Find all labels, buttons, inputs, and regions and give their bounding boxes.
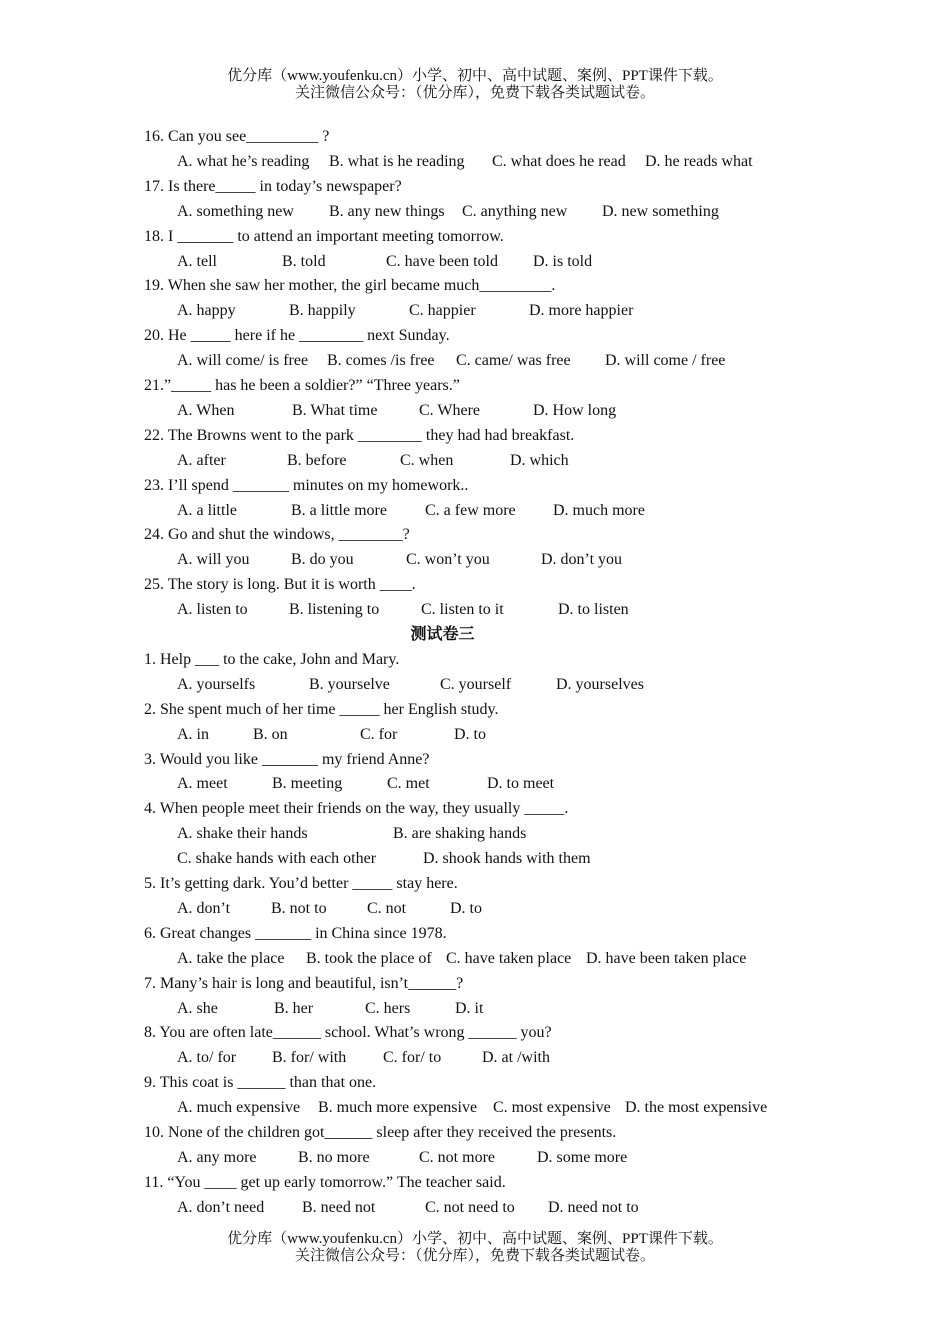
answer-option: A. don’t need [177, 1198, 265, 1216]
question-stem: 17. Is there_____ in today’s newspaper? [144, 177, 402, 195]
answer-option: A. will come/ is free [177, 352, 309, 370]
answer-option: B. What time [292, 401, 378, 419]
question-stem: 2. She spent much of her time _____ her English study. [144, 700, 499, 718]
answer-option: D. shook hands with them [423, 850, 591, 868]
answer-option: D. to listen [558, 601, 629, 619]
answer-option: B. her [274, 999, 314, 1017]
answer-option: A. meet [177, 775, 228, 793]
answer-option: B. are shaking hands [393, 825, 527, 843]
answer-option: D. is told [533, 252, 593, 270]
answer-option: B. happily [289, 302, 356, 320]
answer-option: B. on [253, 725, 288, 743]
answer-option: A. happy [177, 302, 236, 320]
answer-option: C. not more [419, 1148, 495, 1166]
question-stem: 21.”_____ has he been a soldier?” “Three years.” [144, 377, 460, 394]
footer-line-2: 关注微信公众号：（优分库），免费下载各类试题试卷。 [294, 1248, 655, 1264]
answer-option: A. in [177, 725, 209, 743]
question-stem: 16. Can you see_________ ? [144, 128, 330, 145]
answer-option: C. a few more [425, 501, 516, 519]
answer-option: B. yourselve [309, 675, 390, 693]
answer-option: D. which [510, 451, 569, 469]
page-footer [0, 1231, 950, 1265]
question-stem: 10. None of the children got______ sleep after they received the presents. [144, 1124, 617, 1141]
header-line-1: 优分库（www.youfenku.cn）小学、初中、高中试题、案例、PPT课件下载。 [227, 68, 723, 84]
answer-option: A. take the place [177, 949, 285, 967]
answer-option: B. told [282, 252, 326, 270]
answer-option: D. How long [533, 401, 617, 419]
answer-option: C. not need to [425, 1198, 515, 1216]
answer-option: D. much more [553, 501, 645, 519]
answer-option: C. Where [419, 401, 481, 419]
question-stem: 1. Help ___ to the cake, John and Mary. [144, 650, 400, 668]
question-stem: 8. You are often late______ school. What’s wrong ______ you? [144, 1024, 552, 1042]
question-stem: 6. Great changes _______ in China since 1978. [144, 924, 447, 942]
answer-option: B. any new things [329, 202, 445, 220]
section-title: 测试卷三 [410, 626, 475, 643]
answer-option: B. what is he reading [329, 152, 465, 170]
question-stem: 9. This coat is ______ than that one. [144, 1074, 377, 1092]
answer-option: C. have taken place [446, 949, 572, 967]
answer-option: A. after [177, 451, 226, 469]
question-stem: 19. When she saw her mother, the girl became much_________. [144, 277, 556, 295]
answer-option: C. yourself [440, 675, 512, 693]
answer-option: D. need not to [548, 1198, 639, 1216]
answer-option: C. for/ to [383, 1049, 442, 1067]
answer-option: B. need not [302, 1198, 376, 1216]
answer-option: B. a little more [291, 501, 387, 519]
answer-option: A. something new [177, 202, 294, 220]
answer-option: C. not [367, 899, 407, 917]
question-stem: 25. The story is long. But it is worth ____. [144, 576, 416, 594]
question-stem: 23. I’ll spend _______ minutes on my homework.. [144, 476, 469, 494]
answer-option: D. the most expensive [625, 1099, 768, 1117]
answer-option: D. he reads what [645, 152, 753, 170]
answer-option: A. will you [177, 551, 250, 569]
answer-option: C. came/ was free [456, 352, 571, 370]
answer-option: C. met [387, 775, 430, 793]
answer-option: A. don’t [177, 899, 231, 917]
question-stem: 24. Go and shut the windows, ________? [144, 526, 410, 544]
question-stem: 5. It’s getting dark. You’d better _____ stay here. [144, 875, 458, 892]
answer-option: C. have been told [386, 252, 498, 270]
answer-option: B. listening to [289, 601, 380, 619]
answer-option: D. to meet [487, 775, 555, 793]
answer-option: D. some more [537, 1148, 628, 1166]
question-stem: 7. Many’s hair is long and beautiful, isn’t______? [144, 974, 464, 992]
answer-option: C. hers [365, 999, 411, 1017]
answer-option: B. do you [291, 551, 354, 569]
answer-option: B. for/ with [272, 1049, 347, 1067]
answer-option: B. meeting [272, 775, 343, 793]
answer-option: B. no more [298, 1148, 370, 1166]
answer-option: D. it [455, 999, 484, 1017]
answer-option: A. a little [177, 501, 237, 519]
answer-option: A. she [177, 999, 218, 1017]
answer-option: D. more happier [529, 302, 634, 320]
answer-option: C. shake hands with each other [177, 850, 377, 868]
question-stem: 11. “You ____ get up early tomorrow.” The teacher said. [144, 1173, 506, 1191]
answer-option: A. shake their hands [177, 825, 308, 843]
answer-option: A. listen to [177, 601, 248, 619]
question-stem: 3. Would you like _______ my friend Anne? [144, 750, 430, 768]
answer-option: A. tell [177, 252, 217, 270]
answer-option: D. don’t you [541, 551, 623, 569]
answer-option: C. for [360, 725, 398, 743]
question-stem: 22. The Browns went to the park ________ they had had breakfast. [144, 426, 575, 444]
answer-option: B. much more expensive [318, 1099, 478, 1117]
answer-option: C. happier [409, 302, 476, 320]
footer-line-1: 优分库（www.youfenku.cn）小学、初中、高中试题、案例、PPT课件下载。 [227, 1231, 723, 1247]
answer-option: A. When [177, 401, 235, 419]
answer-option: C. what does he read [492, 152, 626, 170]
answer-option: B. not to [271, 899, 327, 917]
answer-option: C. when [400, 451, 454, 469]
answer-option: C. listen to it [421, 601, 504, 619]
question-stem: 20. He _____ here if he ________ next Sunday. [144, 327, 450, 345]
answer-option: A. any more [177, 1148, 257, 1166]
answer-option: B. comes /is free [327, 352, 435, 370]
answer-option: C. won’t you [406, 551, 490, 569]
header-line-2: 关注微信公众号：（优分库），免费下载各类试题试卷。 [294, 85, 655, 101]
answer-option: B. took the place of [306, 949, 432, 967]
answer-option: C. anything new [462, 202, 568, 220]
answer-option: B. before [287, 451, 347, 469]
answer-option: D. have been taken place [586, 949, 747, 967]
question-stem: 18. I _______ to attend an important meeting tomorrow. [144, 227, 504, 245]
answer-option: D. to [450, 899, 482, 917]
answer-option: C. most expensive [493, 1099, 611, 1117]
answer-option: D. yourselves [556, 675, 644, 693]
answer-option: D. will come / free [605, 352, 726, 370]
answer-option: D. new something [602, 202, 719, 220]
answer-option: D. at /with [482, 1049, 550, 1067]
question-stem: 4. When people meet their friends on the way, they usually _____. [144, 800, 569, 818]
answer-option: D. to [454, 725, 486, 743]
answer-option: A. much expensive [177, 1099, 301, 1117]
answer-option: A. what he’s reading [177, 152, 310, 170]
answer-option: A. yourselfs [177, 675, 256, 693]
answer-option: A. to/ for [177, 1049, 237, 1067]
